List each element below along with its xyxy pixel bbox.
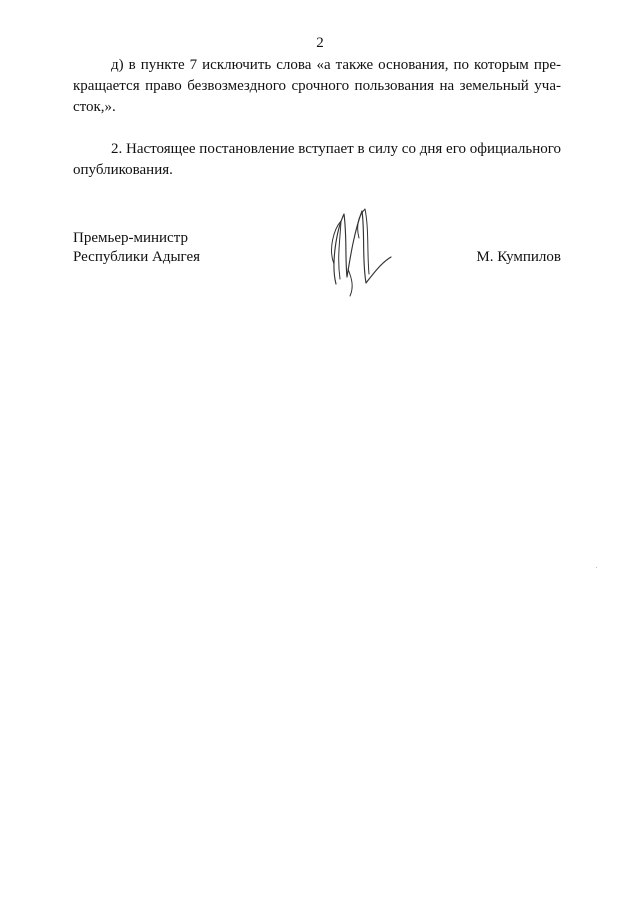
handwritten-signature-icon: [323, 207, 393, 297]
page-number: 2: [316, 35, 324, 51]
signatory-name: М. Кумпилов: [476, 249, 561, 265]
signatory-title: [73, 229, 263, 267]
amendment-line-2: кращается право безвозмездного срочного пользования на земельный уча-: [73, 78, 561, 94]
signatory-title-line-1: Премьер-министр: [73, 230, 188, 246]
amendment-line-1: д) в пункте 7 исключить слова «а также основания, по которым пре-: [111, 57, 561, 73]
amendment-paragraph: [73, 55, 561, 118]
signature-stroke-main: [334, 211, 391, 284]
amendment-line-3: сток,».: [73, 99, 116, 115]
signature-stroke-left-loop: [332, 221, 341, 279]
signature-block: [73, 229, 561, 299]
effective-clause-line-2: опубликования.: [73, 162, 173, 178]
signature-stroke-tail: [348, 269, 352, 296]
effective-clause-line-1: 2. Настоящее постановление вступает в силу со дня его официального: [111, 141, 561, 157]
document-body: [73, 55, 561, 181]
signatory-title-line-2: Республики Адыгея: [73, 249, 201, 265]
effective-clause-paragraph: [73, 139, 561, 181]
scan-speck: [596, 567, 597, 568]
